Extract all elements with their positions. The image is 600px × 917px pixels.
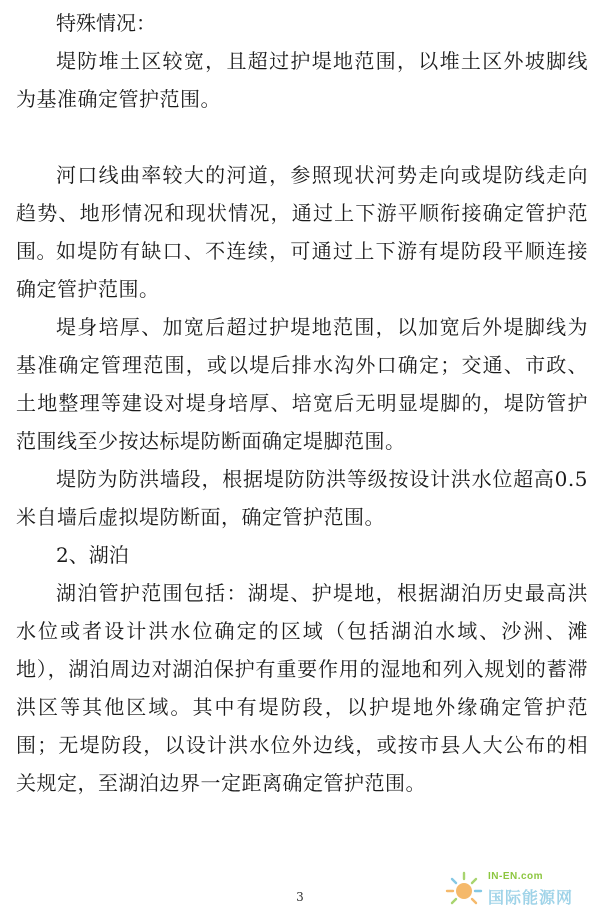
- section-heading-lakes: 2、湖泊: [56, 543, 129, 567]
- paragraph-lake-management-scope: 湖泊管护范围包括：湖堤、护堤地，根据湖泊历史最高洪水位或者设计洪水位确定的区域（包括湖泊水域、沙洲、滩地），湖泊周边对湖泊保护有重要作用的湿地和列入规划的蓄滞洪区等其他区域。其中有堤防段，以护堤地外缘确定管护范围；无堤防段，以设计洪水位外边线，或按市县人大公布的相关规定，至湖泊边界一定距离确定管护范围。: [16, 581, 588, 795]
- watermark-site-name: 国际能源网: [488, 888, 574, 907]
- paragraph-flood-wall: 堤防为防洪墙段，根据堤防防洪等级按设计洪水位超高0.5米自墙后虚拟堤防断面，确定管护范围。: [16, 467, 588, 529]
- paragraph-dike-thickening: 堤身培厚、加宽后超过护堤地范围，以加宽后外堤脚线为基准确定管理范围，或以堤后排水沟外口确定；交通、市政、土地整理等建设对堤身培厚、培宽后无明显堤脚的，堤防管护范围线至少按达标堤防断面确定堤脚范围。: [16, 315, 588, 453]
- sun-logo-icon: [444, 871, 484, 907]
- watermark-logo: [444, 867, 594, 911]
- watermark-url: IN-EN.com: [488, 871, 544, 882]
- section-subheading-special-cases: 特殊情况：: [56, 11, 156, 35]
- paragraph-dike-gap: 如堤防有缺口、不连续，可通过上下游有堤防段平顺连接确定管护范围。: [16, 239, 588, 301]
- paragraph-dike-soil-area: 堤防堆土区较宽，且超过护堤地范围，以堆土区外坡脚线为基准确定管护范围。: [16, 49, 588, 111]
- page-number: 3: [296, 890, 304, 904]
- paragraph-river-mouth-curvature: 河口线曲率较大的河道，参照现状河势走向或堤防线走向趋势、地形情况和现状情况，通过上下游平顺衔接确定管护范围。: [16, 163, 588, 263]
